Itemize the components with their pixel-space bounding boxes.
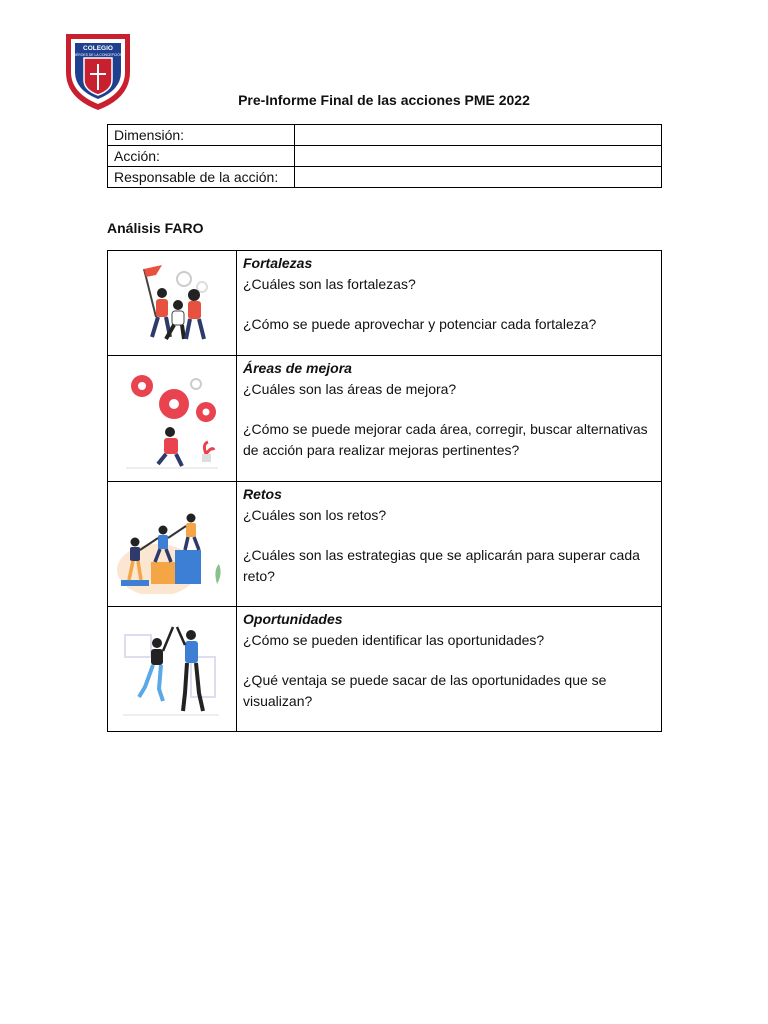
action-field[interactable]	[295, 146, 662, 167]
fortalezas-heading: Fortalezas	[243, 255, 313, 271]
faro-table	[107, 250, 662, 732]
table-row	[108, 167, 662, 188]
areas-text-cell	[237, 356, 662, 482]
dimension-label: Dimensión:	[108, 125, 295, 146]
retos-question-1: ¿Cuáles son los retos?	[243, 506, 387, 523]
fortalezas-question-2: ¿Cómo se puede aprovechar y potenciar cada fortaleza?	[243, 316, 597, 332]
areas-heading: Áreas de mejora	[243, 360, 352, 376]
gears-icon	[122, 364, 222, 474]
fortalezas-image-cell	[108, 251, 237, 356]
oportunidades-text-cell	[237, 607, 662, 732]
responsible-field[interactable]	[295, 167, 662, 188]
section-title: Análisis FARO	[107, 220, 204, 236]
table-row	[108, 607, 662, 732]
areas-image-cell	[108, 356, 237, 482]
document-title: Pre-Informe Final de las acciones PME 2022	[238, 92, 530, 108]
info-table	[107, 124, 662, 188]
action-label: Acción:	[108, 146, 295, 167]
areas-question-1: ¿Cuáles son las áreas de mejora?	[243, 380, 457, 397]
oportunidades-question-2: ¿Qué ventaja se puede sacar de las oportunidades que se visualizan?	[243, 672, 607, 709]
logo-text-top: COLEGIO	[83, 45, 113, 52]
table-row	[108, 125, 662, 146]
dimension-field[interactable]	[295, 125, 662, 146]
retos-image-cell	[108, 482, 237, 607]
oportunidades-question-1: ¿Cómo se pueden identificar las oportunidades?	[243, 631, 545, 648]
high-five-icon	[119, 617, 225, 721]
table-row	[108, 482, 662, 607]
oportunidades-heading: Oportunidades	[243, 611, 343, 627]
retos-question-2: ¿Cuáles son las estrategias que se aplicarán para superar cada reto?	[243, 547, 640, 584]
climbing-steps-icon	[113, 494, 231, 594]
table-row	[108, 251, 662, 356]
areas-question-2: ¿Cómo se puede mejorar cada área, corregir, buscar alternativas de acción para realizar mejoras pertinentes?	[243, 421, 648, 458]
oportunidades-image-cell	[108, 607, 237, 732]
retos-heading: Retos	[243, 486, 282, 502]
retos-text-cell	[237, 482, 662, 607]
table-row	[108, 356, 662, 482]
fortalezas-question-1: ¿Cuáles son las fortalezas?	[243, 275, 416, 292]
responsible-label: Responsable de la acción:	[108, 167, 295, 188]
table-row	[108, 146, 662, 167]
logo-text-mid: HÉROES DE LA CONCEPCIÓN	[73, 53, 123, 57]
fortalezas-text-cell	[237, 251, 662, 356]
team-flag-icon	[122, 257, 222, 349]
